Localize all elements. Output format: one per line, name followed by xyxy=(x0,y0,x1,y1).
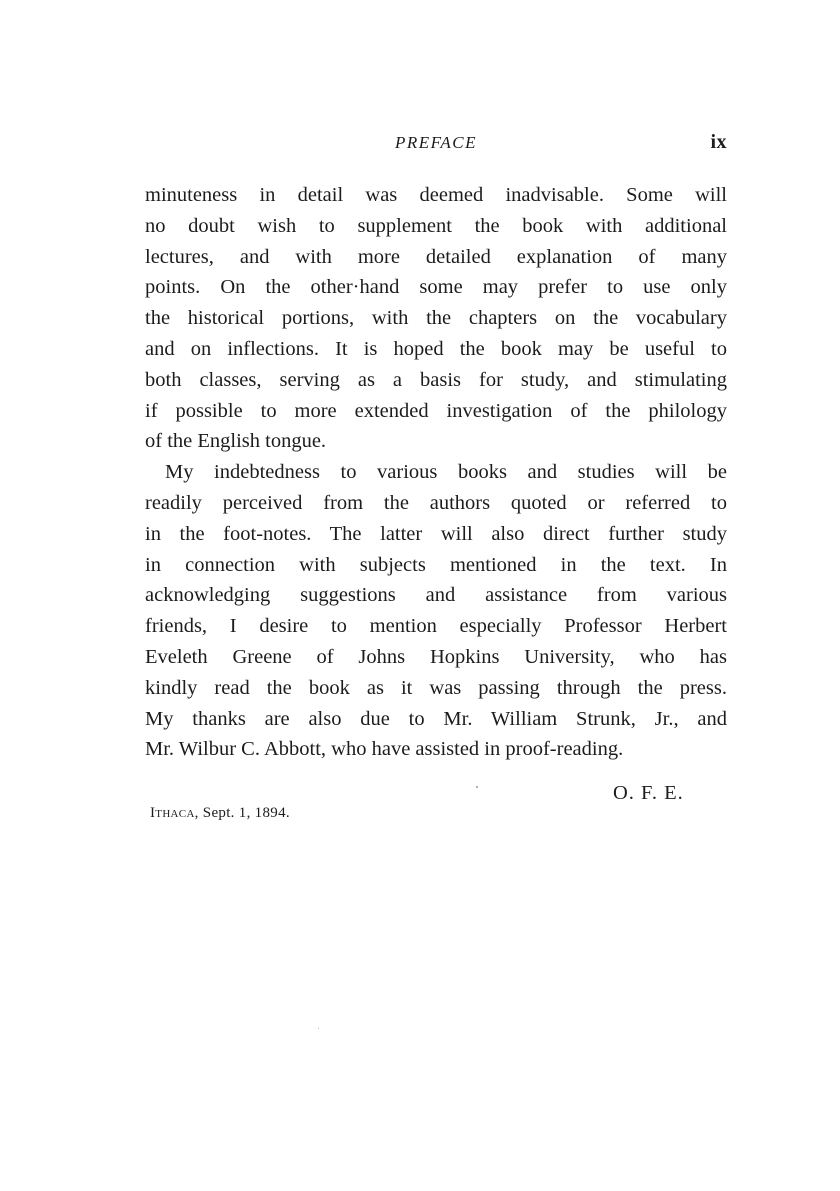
print-speck xyxy=(476,786,478,788)
text-line: points. On the other·hand some may prefer to use only xyxy=(145,276,727,299)
text-line: My indebtedness to various books and studies will be xyxy=(165,461,727,484)
author-initials: O. F. E. xyxy=(613,782,684,804)
text-line: minuteness in detail was deemed inadvisable. Some will xyxy=(145,184,727,206)
text-line: in connection with subjects mentioned in the text. In xyxy=(145,553,727,576)
running-title: PREFACE xyxy=(395,133,477,152)
dateline xyxy=(150,805,290,822)
text-line: in the foot-notes. The latter will also direct further study xyxy=(145,522,727,545)
text-line: no doubt wish to supplement the book with additional xyxy=(145,214,727,237)
preface-body xyxy=(145,180,727,765)
text-line: of the English tongue. xyxy=(145,430,327,453)
dateline-date: Sept. 1, 1894. xyxy=(202,805,290,821)
paragraph-1 xyxy=(145,180,727,457)
text-line: readily perceived from the authors quoted or referred to xyxy=(145,491,727,514)
text-line: and on inflections. It is hoped the book may be useful to xyxy=(145,337,727,360)
text-line: lectures, and with more detailed explanation of many xyxy=(145,245,727,268)
text-line: acknowledging suggestions and assistance from various xyxy=(145,584,727,607)
paragraph-2 xyxy=(145,457,727,765)
text-line: Eveleth Greene of Johns Hopkins University, who has xyxy=(145,645,727,668)
running-head xyxy=(145,131,727,157)
text-line: kindly read the book as it was passing through the press. xyxy=(145,676,727,699)
page-number: ix xyxy=(710,131,727,153)
dateline-place: Ithaca, xyxy=(150,805,199,821)
text-line: both classes, serving as a basis for study, and stimulating xyxy=(145,368,727,391)
text-line: friends, I desire to mention especially Professor Herbert xyxy=(145,615,727,638)
text-line: My thanks are also due to Mr. William Strunk, Jr., and xyxy=(145,707,727,730)
print-speck xyxy=(318,1028,319,1029)
text-line: Mr. Wilbur C. Abbott, who have assisted in proof-reading. xyxy=(145,738,624,761)
text-line: if possible to more extended investigation of the philology xyxy=(145,399,727,422)
text-line: the historical portions, with the chapters on the vocabulary xyxy=(145,307,727,330)
